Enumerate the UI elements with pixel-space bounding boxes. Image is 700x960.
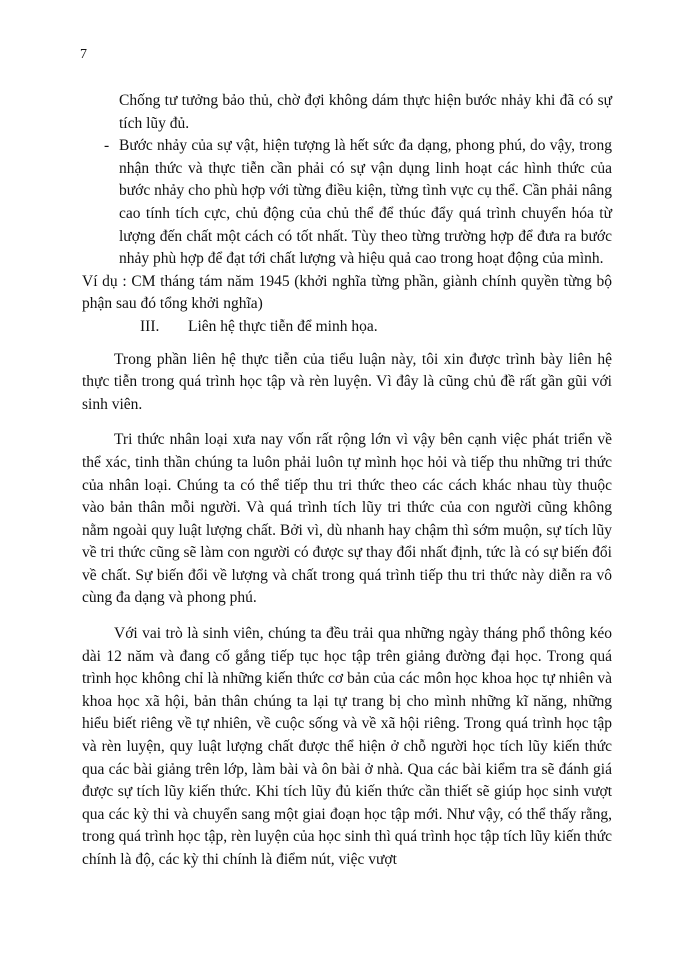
section-heading: [82, 316, 612, 339]
bullet-text: Bước nhảy của sự vật, hiện tượng là hết sức đa dạng, phong phú, do vậy, trong nhận thức và thực tiễn cần phải có sự vận dụng linh hoạt các hình thức của bước nhảy cho phù hợp với từng điều kiện, từng tình vực cụ thể. Cần phải nâng cao tính tích cực, chủ động của chủ thể để thúc đẩy quá trình chuyển hóa từ lượng đến chất một cách có tốt nhất. Tùy theo từng trường hợp để đưa ra bước nhảy phù hợp để đạt tới chất lượng và hiệu quả cao trong hoạt động của mình.: [119, 137, 612, 268]
paragraph-2: Tri thức nhân loại xưa nay vốn rất rộng lớn vì vậy bên cạnh việc phát triển về thể xác, tinh thần chúng ta luôn phải luôn tự mình học hỏi và tiếp thu những tri thức của nhân loại. Chúng ta có thể tiếp thu tri thức theo các cách khác nhau tùy thuộc vào bản thân mỗi người. Và quá trình tích lũy tri thức của con người cũng không nằm ngoài quy luật lượng chất. Bởi vì, dù nhanh hay chậm thì sớm muộn, sự tích lũy về tri thức cũng sẽ làm con người có được sự thay đổi nhất định, tức là có sự biến đổi về chất. Sự biến đổi về lượng và chất trong quá trình tiếp thu tri thức này diễn ra vô cùng đa dạng và phong phú.: [82, 431, 612, 607]
bullet-item: [82, 135, 612, 271]
paragraph-3: Với vai trò là sinh viên, chúng ta đều trải qua những ngày tháng phổ thông kéo dài 12 năm và đang cố gắng tiếp tục học tập trên giảng đường đại học. Trong quá trình học không chỉ là những kiến thức cơ bản của các môn học khoa học tự nhiên và khoa học xã hội, bản thân chúng ta lại tự trang bị cho mình những kĩ năng, những hiểu biết riêng về tự nhiên, về cuộc sống và về xã hội riêng. Trong quá trình học tập và rèn luyện, quy luật lượng chất được thể hiện ở chỗ người học tích lũy kiến thức qua các bài giảng trên lớp, làm bài và ôn bài ở nhà. Qua các bài kiểm tra sẽ đánh giá được sự tích lũy kiến thức. Khi tích lũy đủ kiến thức cần thiết sẽ giúp học sinh vượt qua các kỳ thi và chuyển sang một giai đoạn học tập mới. Như vậy, có thể thấy rằng, trong quá trình học tập, rèn luyện của học sinh thì quá trình học tập tích lũy kiến thức chính là độ, các kỳ thi chính là điểm nút, việc vượt: [82, 625, 612, 868]
continued-text: Chống tư tưởng bảo thủ, chờ đợi không dám thực hiện bước nhảy khi đã có sự tích lũy đủ.: [119, 92, 612, 132]
paragraph-1: Trong phần liên hệ thực tiễn của tiểu luận này, tôi xin được trình bày liên hệ thực tiễn trong quá trình học tập và rèn luyện. Vì đây là cũng chủ đề rất gần gũi với sinh viên.: [82, 350, 612, 413]
example-text: Ví dụ : CM tháng tám năm 1945 (khởi nghĩa từng phần, giành chính quyền từng bộ phận sau đó tổng khởi nghĩa): [82, 272, 612, 313]
page-number: 7: [80, 47, 87, 62]
section-title: Liên hệ thực tiễn để minh họa.: [188, 317, 378, 335]
section-numeral: III.: [140, 317, 160, 335]
bullet-dash-icon: -: [104, 137, 110, 155]
document-body: [82, 90, 612, 872]
